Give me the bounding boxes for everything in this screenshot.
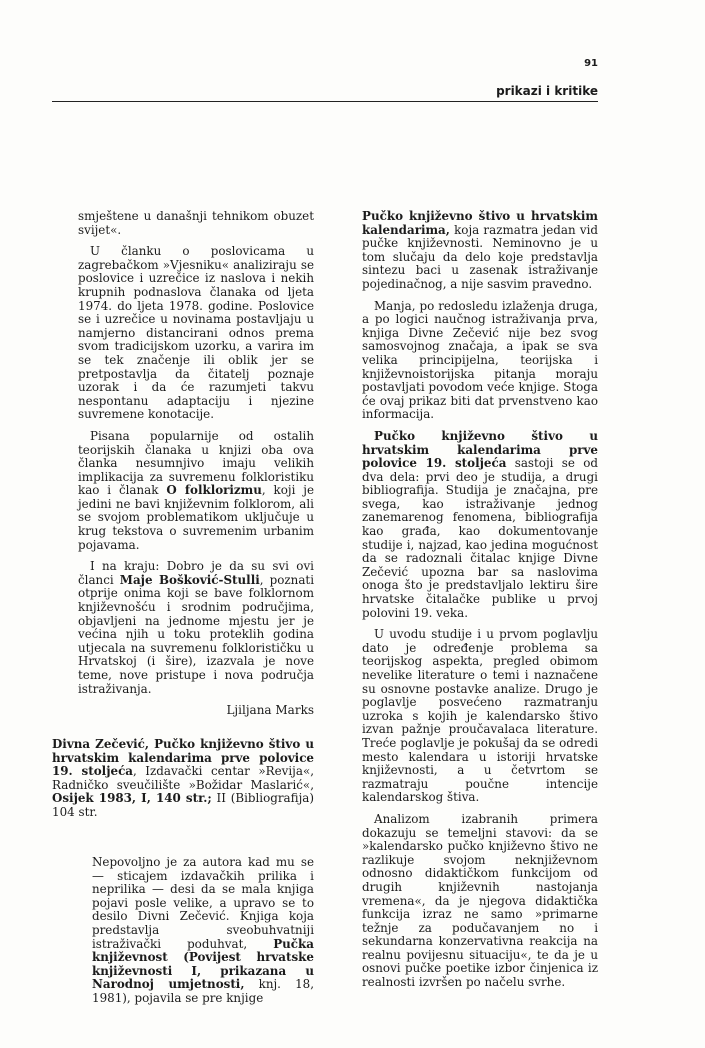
author-name: Maje Bošković-Stulli <box>119 572 260 587</box>
book-title: Pučko književno štivo u hrvatskim kalendarima, <box>362 209 598 237</box>
paragraph: Pučko književno štivo u hrvatskim kalendarima, koja razmatra jedan vid pučke književnosti. Neminovno je u tom slučaju da delo koje predstavlja sintezu baci u zasenak istraživanje pojedinačnog, a nije sasvim pravedno. <box>362 209 598 291</box>
emphasis: Pučka književnost (Povijest hrvatske književnosti I, prikazana u Narodnoj umjetnosti, <box>92 936 314 992</box>
paragraph: Nepovoljno je za autora kad mu se — sticajem izdavačkih prilika i neprilika — desi da se mala knjiga pojavi posle velike, a upravo se to desilo Divni Zečević. Knjiga koja predstavlja sveobuhvatniji istraživački poduhvat, Pučka književnost (Povijest hrvatske književnosti I, prikazana u Narodnoj umjetnosti, knj. 18, 1981), pojavila se pre knjige <box>92 855 314 1005</box>
paragraph: Analizom izabranih primera dokazuju se temeljni stavovi: da se »kalendarsko pučko književno štivo ne razlikuje svojom neknjiževnom odnosno didaktičkom funkcijom od drugih književnih nastojanja vremena«, da je njegova didaktička funkcija izraz ne samo »primarne težnje za podučavanjem no i sekundarna konzervativna reakcija na realnu povijesnu situaciju«, te da je u osnovi pučke poetike izbor činjenica iz realnosti izvršen po načelu svrhe. <box>362 811 598 990</box>
paragraph: I na kraju: Dobro je da su svi ovi članci Maje Bošković-Stulli, poznati otprije onima koji se bave folklornom književnošću i srodnim područjima, objavljeni na jednome mjestu jer je većina njih u toku proteklih godina utjecala na suvremenu folklorističku u Hrvatskoj (i šire), izazvala je nove teme, nove pristupe i nova područja istraživanja. <box>78 559 314 696</box>
header-rule <box>52 101 598 102</box>
paragraph: Pučko književno štivo u hrvatskim kalendarima prve polovice 19. stoljeća sastoji se od dva dela: prvi deo je studija, a drugi bibliografija. Studija je značajna, pre svega, kao istraživanje jednog zanemarenog fenomena, bibliografija kao građa, kao dokumentovanje studije i, najzad, kao jedina mogućnost da se radoznali čitalac knjige Divne Zečević upozna bar sa naslovima onoga što je predstavljalo lektiru šire hrvatske čitalačke publike u prvoj polovini 19. veka. <box>362 428 599 620</box>
paragraph: smještene u današnji tehnikom obuzet svijet«. <box>78 209 314 237</box>
signature: Ljiljana Marks <box>226 703 314 718</box>
paragraph: Pisana popularnije od ostalih teorijskih članaka u knjizi oba ova članka nesumnjivo imaju velikih implikacija za suvremenu folkloristiku kao i članak O folklorizmu, koji je jedini ne bavi književnim folklorom, ali se svojom problematikom uključuje u krug tekstova o suvremenim urbanim pojavama. <box>78 428 314 552</box>
right-column <box>362 210 598 998</box>
page-number: 91 <box>584 58 598 69</box>
section-title: prikazi i kritike <box>496 84 598 98</box>
emphasis: O folklorizmu <box>166 483 262 498</box>
book-title: Pučko književno štivo u hrvatskim kalendarima prve polovice 19. stoljeća <box>362 428 598 471</box>
paragraph: Manja, po redosledu izlaženja druga, a po logici naučnog istraživanja prva, knjiga Divne Zečević nije bez svog samosvojnog značaja, a ipak se sva velika principijelna, teorijska i književnoistorijska pitanja moraju postavljati povodom veće knjige. Stoga će ovaj prikaz biti dat prvenstveno kao informacija. <box>362 298 598 422</box>
review-place: Osijek 1983, I, 140 str.; <box>52 791 212 806</box>
paragraph: U uvodu studije i u prvom poglavlju dato je određenje problema sa teorijskog aspekta, pregled obimom nevelike literature o temi i naznačene su osnovne postavke analize. Drugo je poglavlje posvećeno razmatranju uzroka s kojih je kalendarsko štivo izvan pažnje proučavalaca literature. Treće poglavlje je pokušaj da se odredi mesto kalendara u istoriji hrvatske književnosti, a u četvrtom se razmatraju poučne intencije kalendarskog štiva. <box>362 627 598 805</box>
review-body <box>92 856 314 1006</box>
paragraph: U članku o poslovicama u zagrebačkom »Vjesniku« analiziraju se poslovice i uzrečice iz naslova i nekih krupnih podnaslova članaka od ljeta 1974. do ljeta 1978. godine. Poslovice se i uzrečice u novinama postavljaju u namjerno distancirani odnos prema svom tradicijskom uzorku, a varira im se tek značenje ili oblik jer se pretpostavlja da čitatelj poznaje uzorak i da će razumjeti takvu nespontanu adaptaciju i njezine suvremene konotacije. <box>78 244 314 422</box>
review-header: Divna Zečević, Pučko književno štivo u hrvatskim kalendarima prve polovice 19. stoljeća, Izdavački centar »Revija«, Radničko sveučilište »Božidar Maslarić«, Osijek 1983, I, 140 str.; II (Bibliografija) 104 str. <box>52 737 314 819</box>
left-column <box>78 210 314 718</box>
review-title: Divna Zečević, Pučko književno štivo u hrvatskim kalendarima prve polovice 19. stoljeća <box>52 737 314 779</box>
